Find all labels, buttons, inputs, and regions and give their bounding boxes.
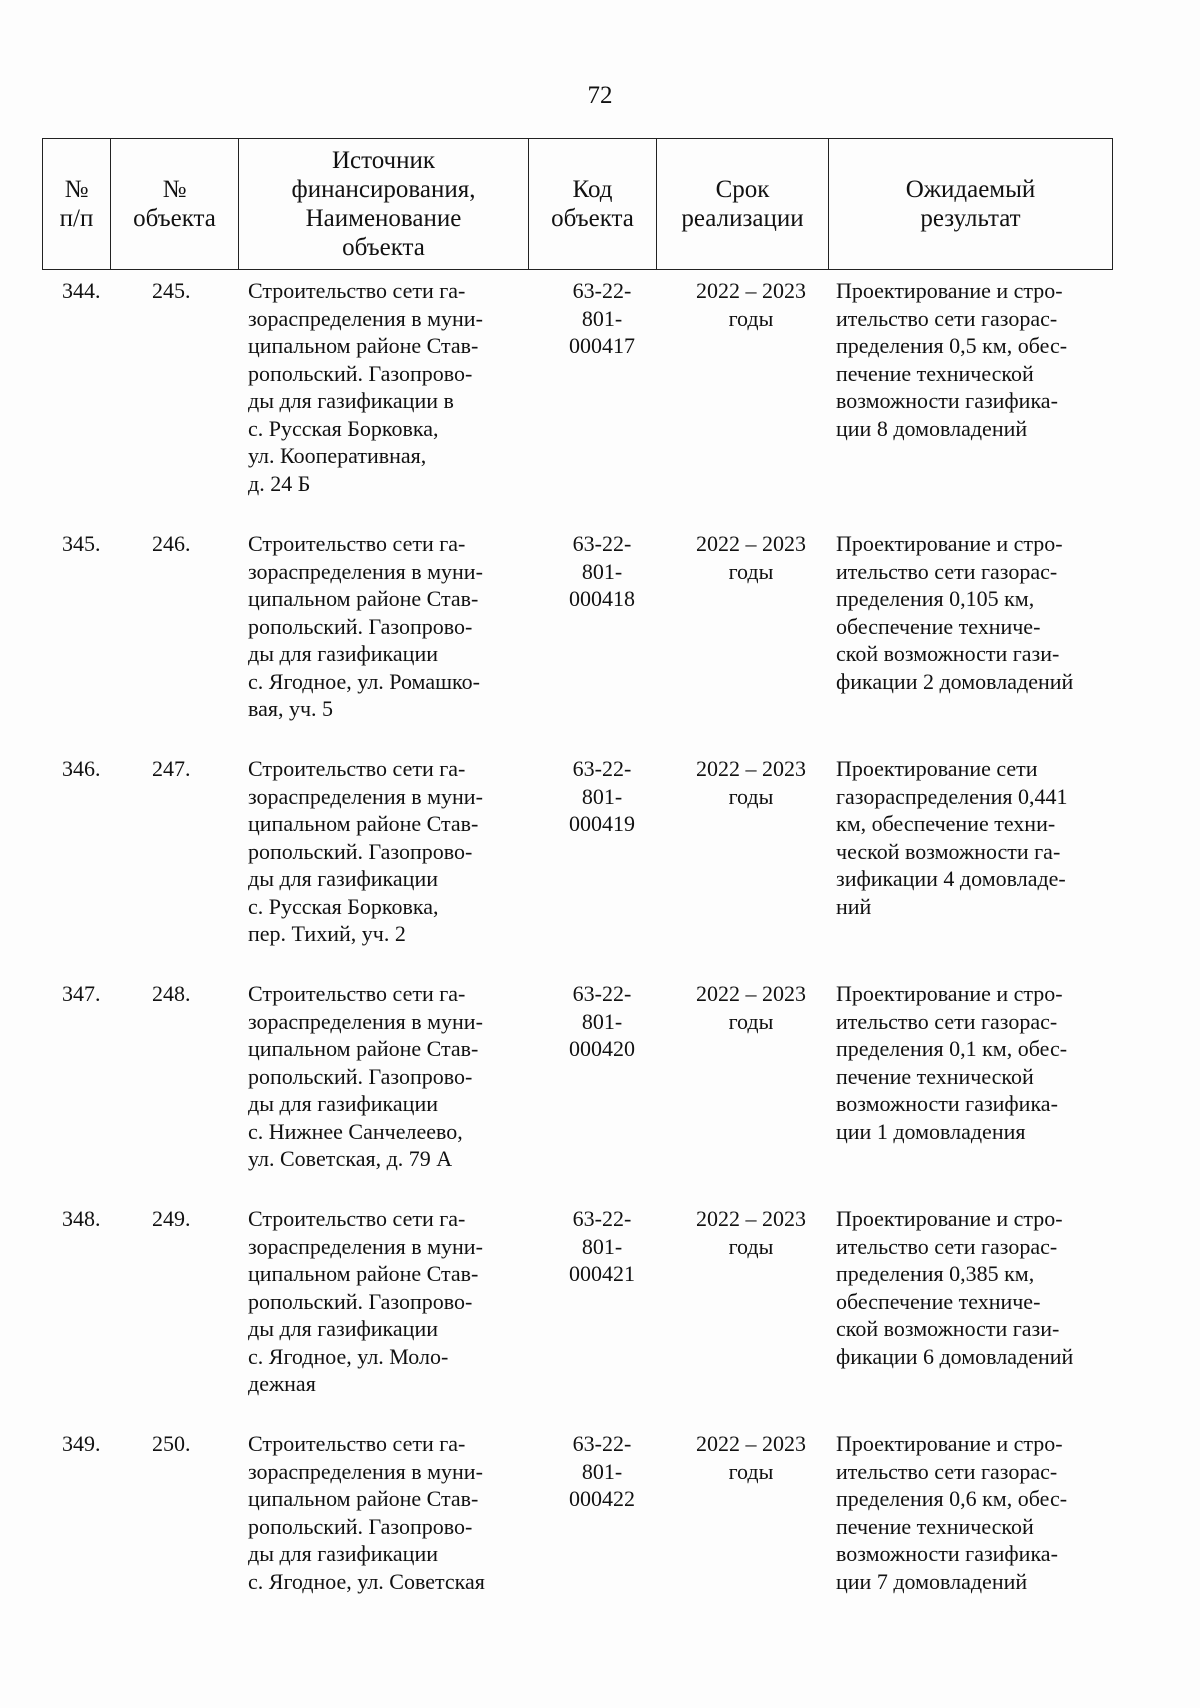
expected-result: Проектирование и стро- ительство сети газорас- пределения 0,385 км, обеспечение техниче- ской возможности гази- фикации 6 домовладений	[836, 1206, 1074, 1369]
object-name: Строительство сети га- зораспределения в муни- ципальном районе Став- ропольский. Газопрово- ды для газификации в с. Русская Борковка, ул. Кооперативная, д. 24 Б	[248, 278, 483, 496]
object-code: 63-22- 801- 000421	[569, 1206, 635, 1286]
object-number: 249.	[152, 1206, 191, 1231]
page-number: 72	[587, 82, 613, 109]
header-term: Срок реализации	[657, 139, 829, 269]
expected-result: Проектирование и стро- ительство сети газорас- пределения 0,1 км, обес- печение технической возможности газифика- ции 1 домовладения	[836, 981, 1068, 1144]
term: 2022 – 2023 годы	[696, 756, 806, 809]
term: 2022 – 2023 годы	[696, 981, 806, 1034]
header-funding-source: Источник финансирования, Наименование объекта	[239, 139, 529, 269]
object-number: 250.	[152, 1431, 191, 1456]
header-object-code: Код объекта	[529, 139, 657, 269]
row-number: 344.	[62, 278, 101, 303]
expected-result: Проектирование и стро- ительство сети газорас- пределения 0,6 км, обес- печение технической возможности газифика- ции 7 домовладений	[836, 1431, 1068, 1594]
term: 2022 – 2023 годы	[696, 531, 806, 584]
row-number: 349.	[62, 1431, 101, 1456]
object-name: Строительство сети га- зораспределения в муни- ципальном районе Став- ропольский. Газопрово- ды для газификации с. Ягодное, ул. Моло- дежная	[248, 1206, 483, 1396]
header-row-number: № п/п	[43, 139, 111, 269]
row-number: 348.	[62, 1206, 101, 1231]
table-header	[42, 138, 1113, 270]
object-code: 63-22- 801- 000417	[569, 278, 635, 358]
object-number: 247.	[152, 756, 191, 781]
expected-result: Проектирование сети газораспределения 0,441 км, обеспечение техни- ческой возможности га- зификации 4 домовладе- ний	[836, 756, 1068, 919]
object-code: 63-22- 801- 000418	[569, 531, 635, 611]
object-name: Строительство сети га- зораспределения в муни- ципальном районе Став- ропольский. Газопрово- ды для газификации с. Нижнее Санчелеево, ул. Советская, д. 79 А	[248, 981, 483, 1171]
row-number: 347.	[62, 981, 101, 1006]
object-name: Строительство сети га- зораспределения в муни- ципальном районе Став- ропольский. Газопрово- ды для газификации с. Русская Борковка, пер. Тихий, уч. 2	[248, 756, 483, 946]
object-name: Строительство сети га- зораспределения в муни- ципальном районе Став- ропольский. Газопрово- ды для газификации с. Ягодное, ул. Ромашко- вая, уч. 5	[248, 531, 483, 721]
object-number: 245.	[152, 278, 191, 303]
object-code: 63-22- 801- 000420	[569, 981, 635, 1061]
term: 2022 – 2023 годы	[696, 1206, 806, 1259]
object-code: 63-22- 801- 000419	[569, 756, 635, 836]
term: 2022 – 2023 годы	[696, 278, 806, 331]
header-expected-result: Ожидаемый результат	[905, 176, 1036, 232]
row-number: 345.	[62, 531, 101, 556]
object-number: 246.	[152, 531, 191, 556]
object-code: 63-22- 801- 000422	[569, 1431, 635, 1511]
expected-result: Проектирование и стро- ительство сети газорас- пределения 0,5 км, обес- печение технической возможности газифика- ции 8 домовладений	[836, 278, 1068, 441]
term: 2022 – 2023 годы	[696, 1431, 806, 1484]
header-object-number: № объекта	[111, 139, 239, 269]
object-number: 248.	[152, 981, 191, 1006]
row-number: 346.	[62, 756, 101, 781]
expected-result: Проектирование и стро- ительство сети газорас- пределения 0,105 км, обеспечение техниче- ской возможности гази- фикации 2 домовладений	[836, 531, 1074, 694]
object-name: Строительство сети га- зораспределения в муни- ципальном районе Став- ропольский. Газопрово- ды для газификации с. Ягодное, ул. Советская	[248, 1431, 485, 1594]
